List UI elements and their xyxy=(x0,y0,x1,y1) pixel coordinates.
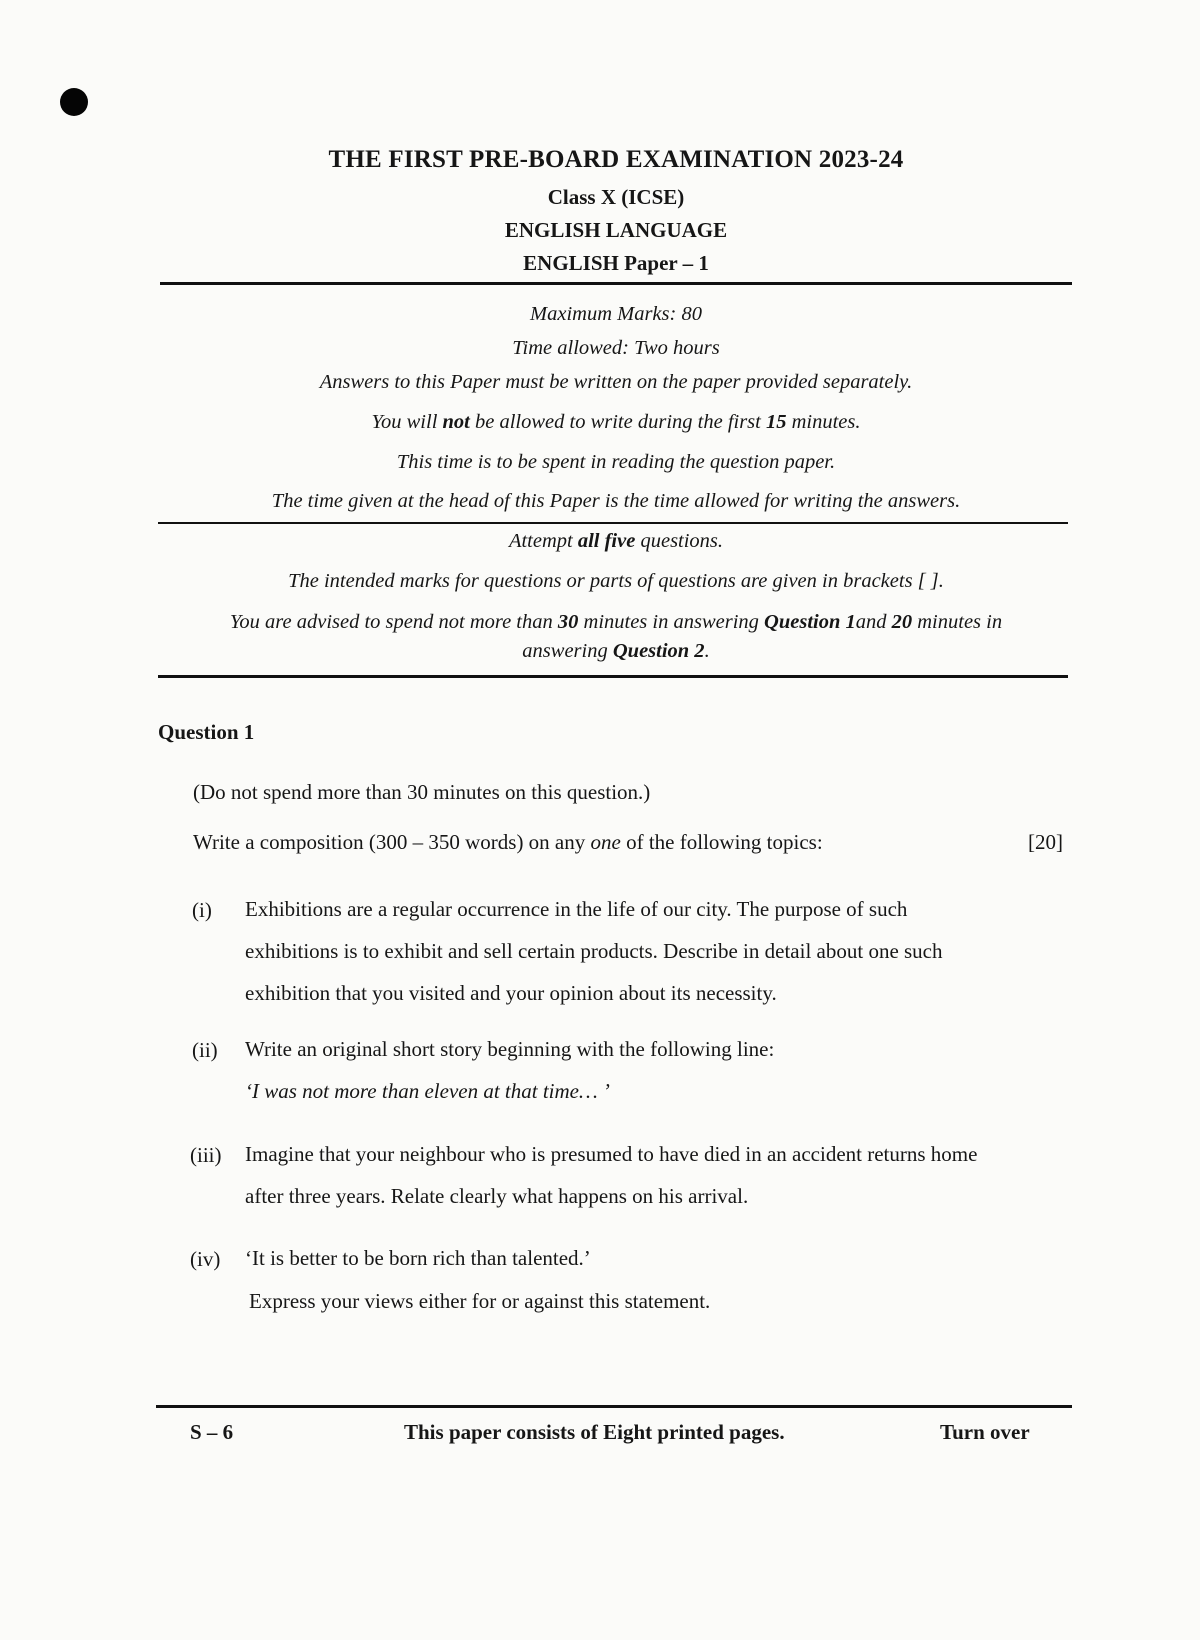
advice-note: You are advised to spend not more than 30 minutes in answering Question 1and 20 minutes in answering Question 2. xyxy=(229,611,1003,662)
attempt-note: Attempt all five questions. xyxy=(508,530,724,552)
time-head-note: The time given at the head of this Paper is the time allowed for writing the answers. xyxy=(271,490,961,512)
option-number: (i) xyxy=(192,898,212,922)
marks-note: The intended marks for questions or parts of questions are given in brackets [ ]. xyxy=(288,570,944,592)
answers-note: Answers to this Paper must be written on the paper provided separately. xyxy=(319,371,913,393)
footer-rule xyxy=(156,1405,1072,1408)
time-note: (Do not spend more than 30 minutes on this question.) xyxy=(193,780,651,804)
option-text: ‘It is better to be born rich than talented.’ xyxy=(245,1246,591,1270)
class-label: Class X (ICSE) xyxy=(547,185,685,209)
composition-prompt: Write a composition (300 – 350 words) on any one of the following topics: xyxy=(193,830,823,854)
option-number: (iv) xyxy=(190,1247,221,1271)
time-allowed: Time allowed: Two hours xyxy=(512,337,720,359)
advice-rule xyxy=(158,675,1068,678)
option-text-continued: Express your views either for or against this statement. xyxy=(249,1289,711,1313)
option-number: (iii) xyxy=(190,1143,222,1167)
exam-title: THE FIRST PRE-BOARD EXAMINATION 2023-24 xyxy=(328,146,904,173)
instructions-rule xyxy=(158,522,1068,524)
header-rule xyxy=(160,282,1072,285)
option-number: (ii) xyxy=(192,1038,218,1062)
max-marks: Maximum Marks: 80 xyxy=(530,303,702,325)
option-text: Exhibitions are a regular occurrence in the life of our city. The purpose of such exhibitions is to exhibit and sell certain products. Describe in detail about one such exhibition that you visited and your opinion about its necessity. xyxy=(245,897,943,1005)
paper-code: S – 6 xyxy=(190,1420,234,1444)
option-text: Write an original short story beginning with the following line: xyxy=(245,1037,775,1061)
marks-label: [20] xyxy=(1028,830,1063,854)
question-title: Question 1 xyxy=(158,720,255,744)
story-opening-quote: ‘I was not more than eleven at that time… ’ xyxy=(245,1079,610,1103)
reading-purpose-note: This time is to be spent in reading the question paper. xyxy=(396,451,836,473)
subject-label: ENGLISH LANGUAGE xyxy=(504,218,728,242)
reading-time-note: You will not be allowed to write during the first 15 minutes. xyxy=(371,411,861,433)
option-text: Imagine that your neighbour who is presumed to have died in an accident returns home after three years. Relate clearly what happens on his arrival. xyxy=(245,1142,978,1208)
paper-label: ENGLISH Paper – 1 xyxy=(523,251,709,275)
turn-over-label: Turn over xyxy=(940,1420,1030,1444)
punch-hole xyxy=(60,88,88,116)
page-count-note: This paper consists of Eight printed pages. xyxy=(404,1420,785,1444)
